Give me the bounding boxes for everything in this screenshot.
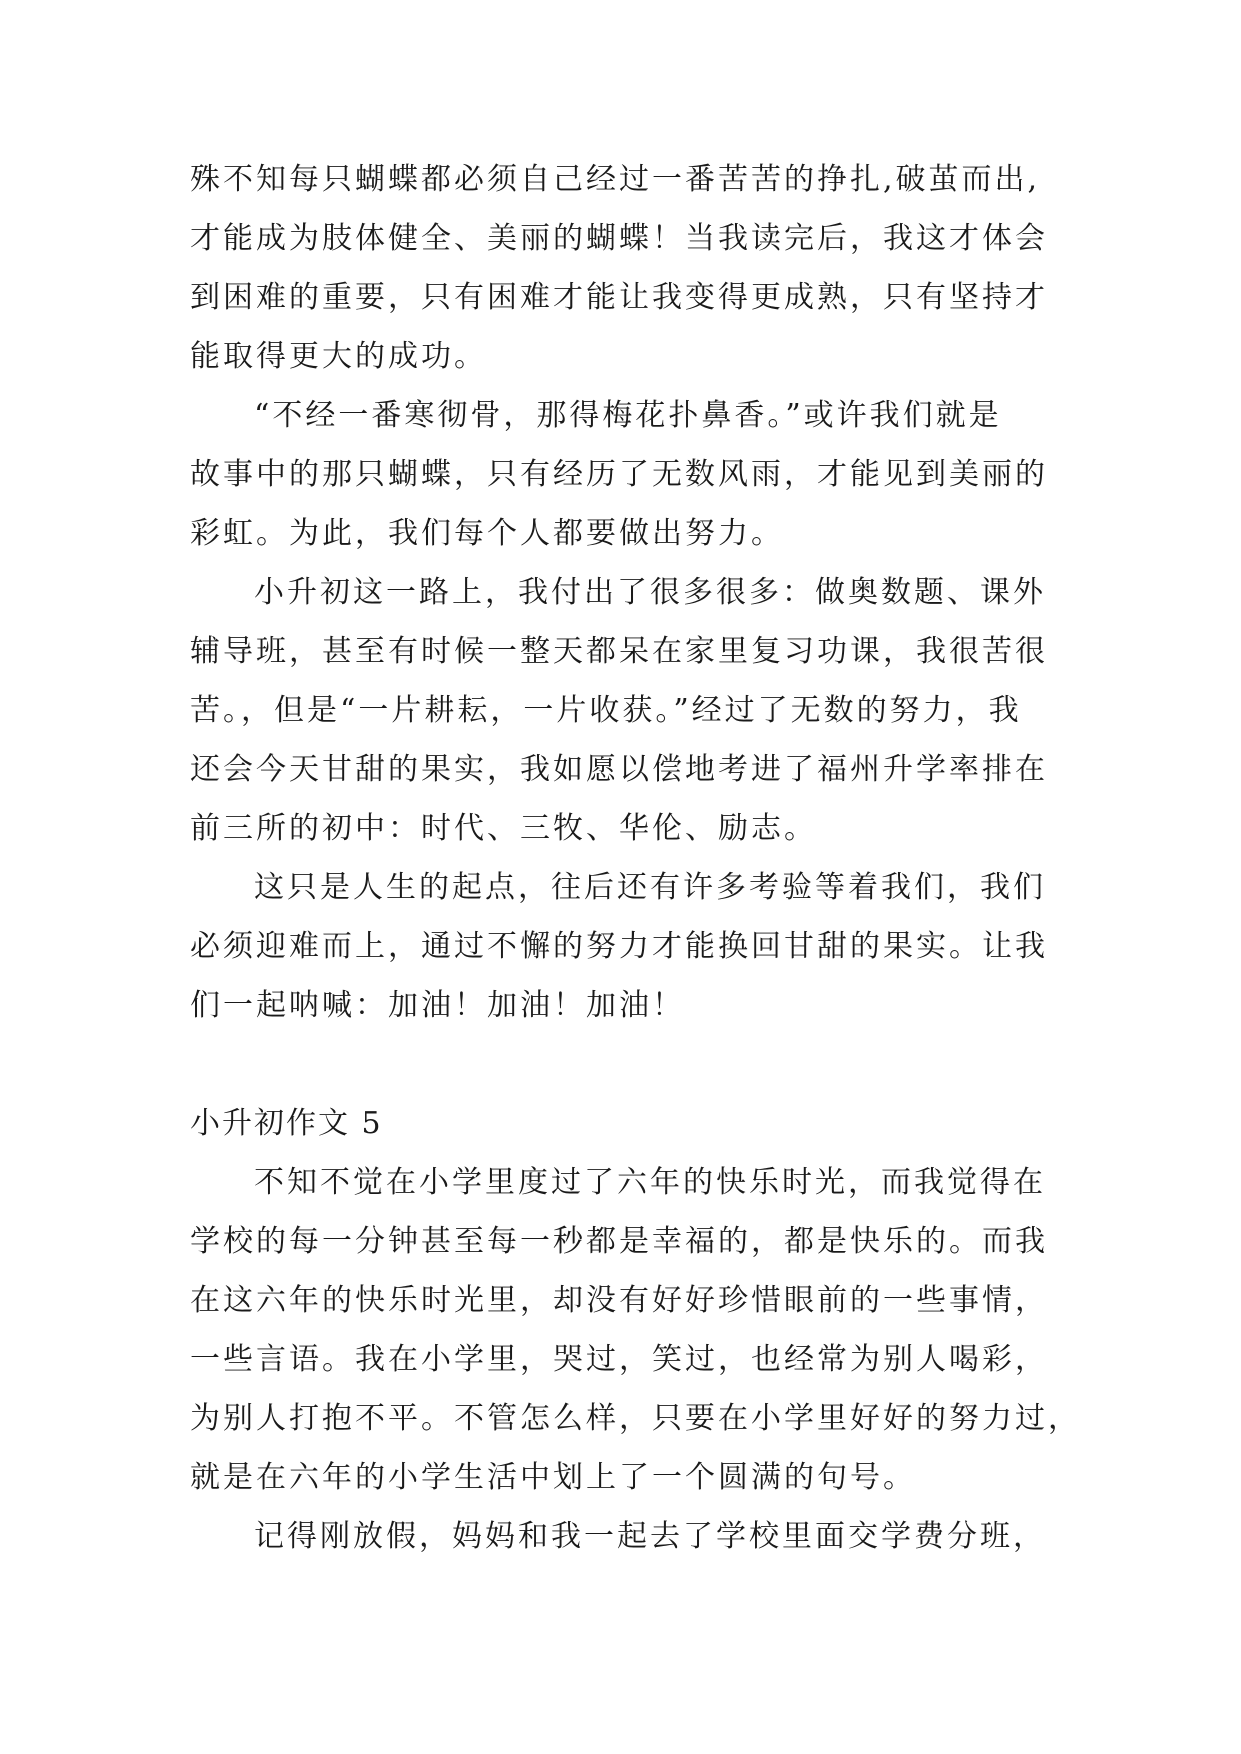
paragraph-line: 一些言语。我在小学里，哭过，笑过，也经常为别人喝彩，: [190, 1342, 1048, 1377]
paragraph-line: 苦。，但是“一片耕耘，一片收获。”经过了无数的努力，我: [190, 693, 1022, 728]
paragraph-6: [190, 1507, 1090, 1566]
paragraph-2: [190, 386, 1090, 563]
paragraph-line: 能取得更大的成功。: [190, 339, 487, 374]
paragraph-line: 必须迎难而上，通过不懈的努力才能换回甘甜的果实。让我: [190, 929, 1048, 964]
paragraph-1: [190, 150, 1090, 386]
paragraph-line: 学校的每一分钟甚至每一秒都是幸福的，都是快乐的。而我: [190, 1224, 1048, 1259]
paragraph-line: 为别人打抱不平。不管怎么样，只要在小学里好好的努力过，: [190, 1401, 1081, 1436]
paragraph-line: 前三所的初中：时代、三牧、华伦、励志。: [190, 811, 817, 846]
paragraph-line: 还会今天甘甜的果实，我如愿以偿地考进了福州升学率排在: [190, 752, 1048, 787]
paragraph-line: “不经一番寒彻骨，那得梅花扑鼻香。”或许我们就是: [254, 398, 1002, 433]
paragraph-line: 们一起呐喊：加油！加油！加油！: [190, 988, 685, 1023]
paragraph-3: [190, 563, 1090, 858]
paragraph-line: 不知不觉在小学里度过了六年的快乐时光，而我觉得在: [254, 1165, 1046, 1200]
paragraph-line: 在这六年的快乐时光里，却没有好好珍惜眼前的一些事情，: [190, 1283, 1048, 1318]
paragraph-line: 殊不知每只蝴蝶都必须自己经过一番苦苦的挣扎,破茧而出,: [190, 162, 1041, 197]
paragraph-line: 故事中的那只蝴蝶，只有经历了无数风雨，才能见到美丽的: [190, 457, 1048, 492]
paragraph-line: 小升初这一路上，我付出了很多很多：做奥数题、课外: [254, 575, 1046, 610]
paragraph-line: 这只是人生的起点，往后还有许多考验等着我们，我们: [254, 870, 1046, 905]
paragraph-line: 彩虹。为此，我们每个人都要做出努力。: [190, 516, 784, 551]
paragraph-5: [190, 1153, 1090, 1507]
document-body: [190, 150, 1090, 1566]
paragraph-line: 到困难的重要，只有困难才能让我变得更成熟，只有坚持才: [190, 280, 1048, 315]
section-heading: 小升初作文 5: [190, 1106, 383, 1141]
paragraph-line: 记得刚放假，妈妈和我一起去了学校里面交学费分班，: [254, 1519, 1046, 1554]
paragraph-line: 就是在六年的小学生活中划上了一个圆满的句号。: [190, 1460, 916, 1495]
paragraph-line: 才能成为肢体健全、美丽的蝴蝶！当我读完后，我这才体会: [190, 221, 1048, 256]
section-spacer: [190, 1035, 1090, 1094]
paragraph-line: 辅导班，甚至有时候一整天都呆在家里复习功课，我很苦很: [190, 634, 1048, 669]
paragraph-4: [190, 858, 1090, 1035]
